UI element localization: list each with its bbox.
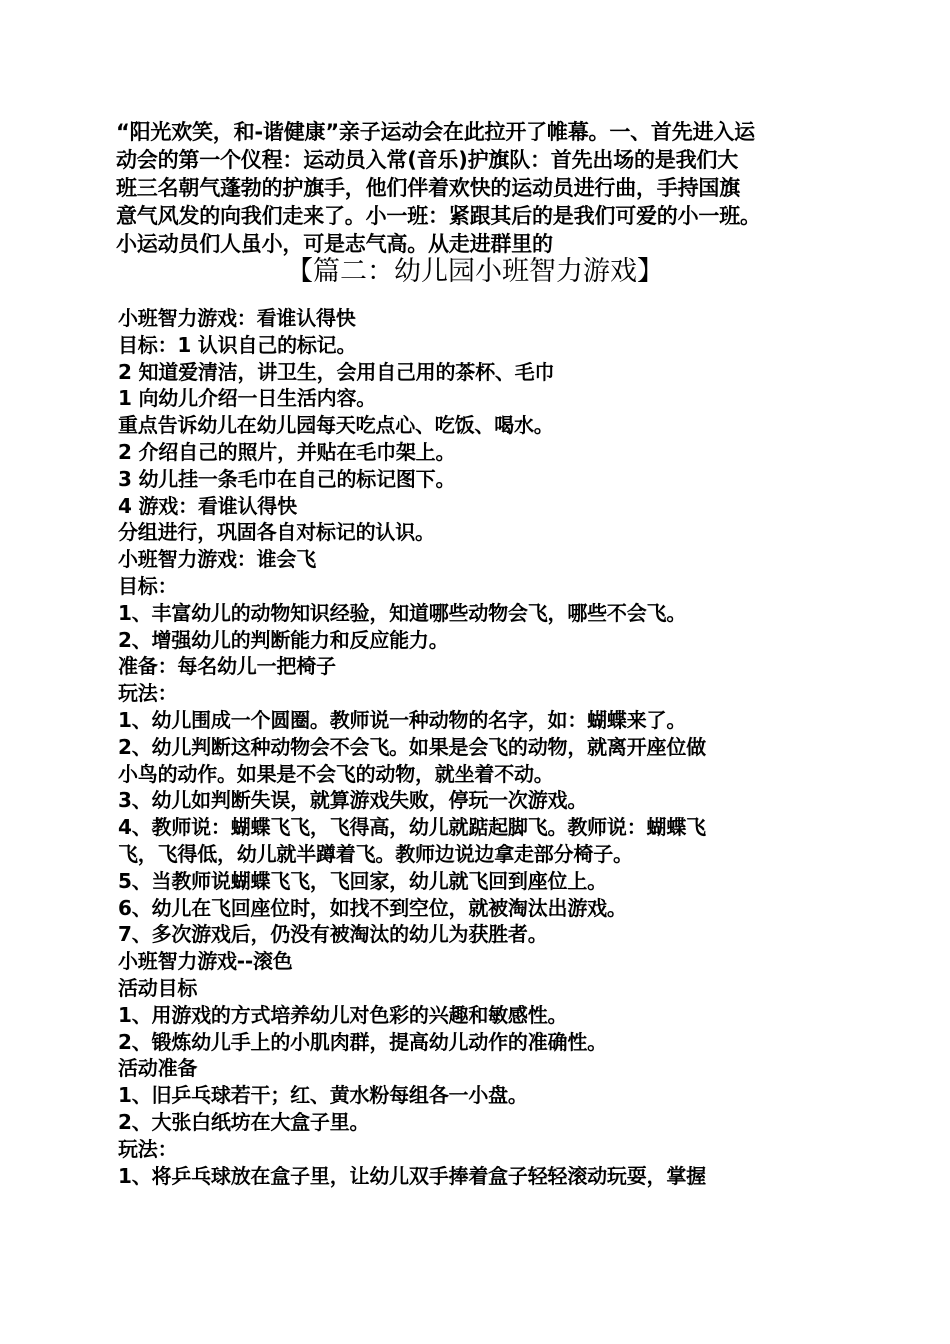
text-line: 5、当教师说蝴蝶飞飞，飞回家，幼儿就飞回到座位上。 bbox=[118, 868, 607, 893]
text-line: 活动目标 bbox=[118, 975, 198, 1000]
text-line: 重点告诉幼儿在幼儿园每天吃点心、吃饭、喝水。 bbox=[118, 413, 554, 438]
section-content bbox=[118, 305, 878, 1189]
text-line: 4、教师说：蝴蝶飞飞，飞得高，幼儿就踮起脚飞。教师说：蝴蝶飞 bbox=[118, 815, 706, 840]
text-line: 活动准备 bbox=[118, 1056, 198, 1081]
intro-line: 意气风发的向我们走来了。小一班：紧跟其后的是我们可爱的小一班。 bbox=[116, 204, 761, 228]
text-line: 2 知道爱清洁，讲卫生，会用自己用的茶杯、毛巾 bbox=[118, 359, 555, 384]
text-line: 飞，飞得低，幼儿就半蹲着飞。教师边说边拿走部分椅子。 bbox=[118, 841, 633, 866]
intro-line: “阳光欢笑，和-谐健康”亲子运动会在此拉开了帷幕。一、首先进入运 bbox=[116, 120, 755, 144]
intro-paragraph bbox=[116, 118, 856, 258]
text-line: 1、丰富幼儿的动物知识经验，知道哪些动物会飞，哪些不会飞。 bbox=[118, 600, 687, 625]
intro-line: 动会的第一个仪程：运动员入常(音乐)护旗队：首先出场的是我们大 bbox=[116, 148, 738, 172]
text-line: 2、锻炼幼儿手上的小肌肉群，提高幼儿动作的准确性。 bbox=[118, 1029, 607, 1054]
text-line: 1 向幼儿介绍一日生活内容。 bbox=[118, 386, 377, 411]
text-line: 玩法： bbox=[118, 1136, 178, 1161]
text-line: 3、幼儿如判断失误，就算游戏失败，停玩一次游戏。 bbox=[118, 788, 588, 813]
game-heading: 小班智力游戏：谁会飞 bbox=[118, 547, 316, 572]
text-line: 2、大张白纸坊在大盒子里。 bbox=[118, 1109, 370, 1134]
text-line: 4 游戏：看谁认得快 bbox=[118, 493, 297, 518]
text-line: 准备：每名幼儿一把椅子 bbox=[118, 654, 336, 679]
text-line: 1、用游戏的方式培养幼儿对色彩的兴趣和敏感性。 bbox=[118, 1002, 568, 1027]
text-line: 1、幼儿围成一个圆圈。教师说一种动物的名字，如：蝴蝶来了。 bbox=[118, 707, 687, 732]
text-line: 2 介绍自己的照片，并贴在毛巾架上。 bbox=[118, 439, 456, 464]
text-line: 目标： bbox=[118, 573, 178, 598]
text-line: 小鸟的动作。如果是不会飞的动物，就坐着不动。 bbox=[118, 761, 554, 786]
text-line: 玩法： bbox=[118, 681, 178, 706]
text-line: 1、旧乒乓球若干；红、黄水粉每组各一小盘。 bbox=[118, 1083, 528, 1108]
game-heading: 小班智力游戏：看谁认得快 bbox=[118, 306, 356, 330]
intro-line: 班三名朝气蓬勃的护旗手，他们伴着欢快的运动员进行曲，手持国旗 bbox=[116, 176, 740, 200]
text-line: 6、幼儿在飞回座位时，如找不到空位，就被淘汰出游戏。 bbox=[118, 895, 627, 920]
text-line: 2、幼儿判断这种动物会不会飞。如果是会飞的动物，就离开座位做 bbox=[118, 734, 706, 759]
text-line: 分组进行，巩固各自对标记的认识。 bbox=[118, 520, 435, 545]
text-line: 1、将乒乓球放在盒子里，让幼儿双手捧着盒子轻轻滚动玩耍，掌握 bbox=[118, 1163, 706, 1188]
game-heading: 小班智力游戏--滚色 bbox=[118, 949, 293, 974]
intro-line: 小运动员们人虽小，可是志气高。从走进群里的 bbox=[116, 232, 553, 256]
section-title: 【篇二：幼儿园小班智力游戏】 bbox=[286, 256, 664, 287]
text-line: 3 幼儿挂一条毛巾在自己的标记图下。 bbox=[118, 466, 456, 491]
text-line: 目标：1 认识自己的标记。 bbox=[118, 332, 357, 357]
text-line: 7、多次游戏后，仍没有被淘汰的幼儿为获胜者。 bbox=[118, 922, 548, 947]
text-line: 2、增强幼儿的判断能力和反应能力。 bbox=[118, 627, 449, 652]
